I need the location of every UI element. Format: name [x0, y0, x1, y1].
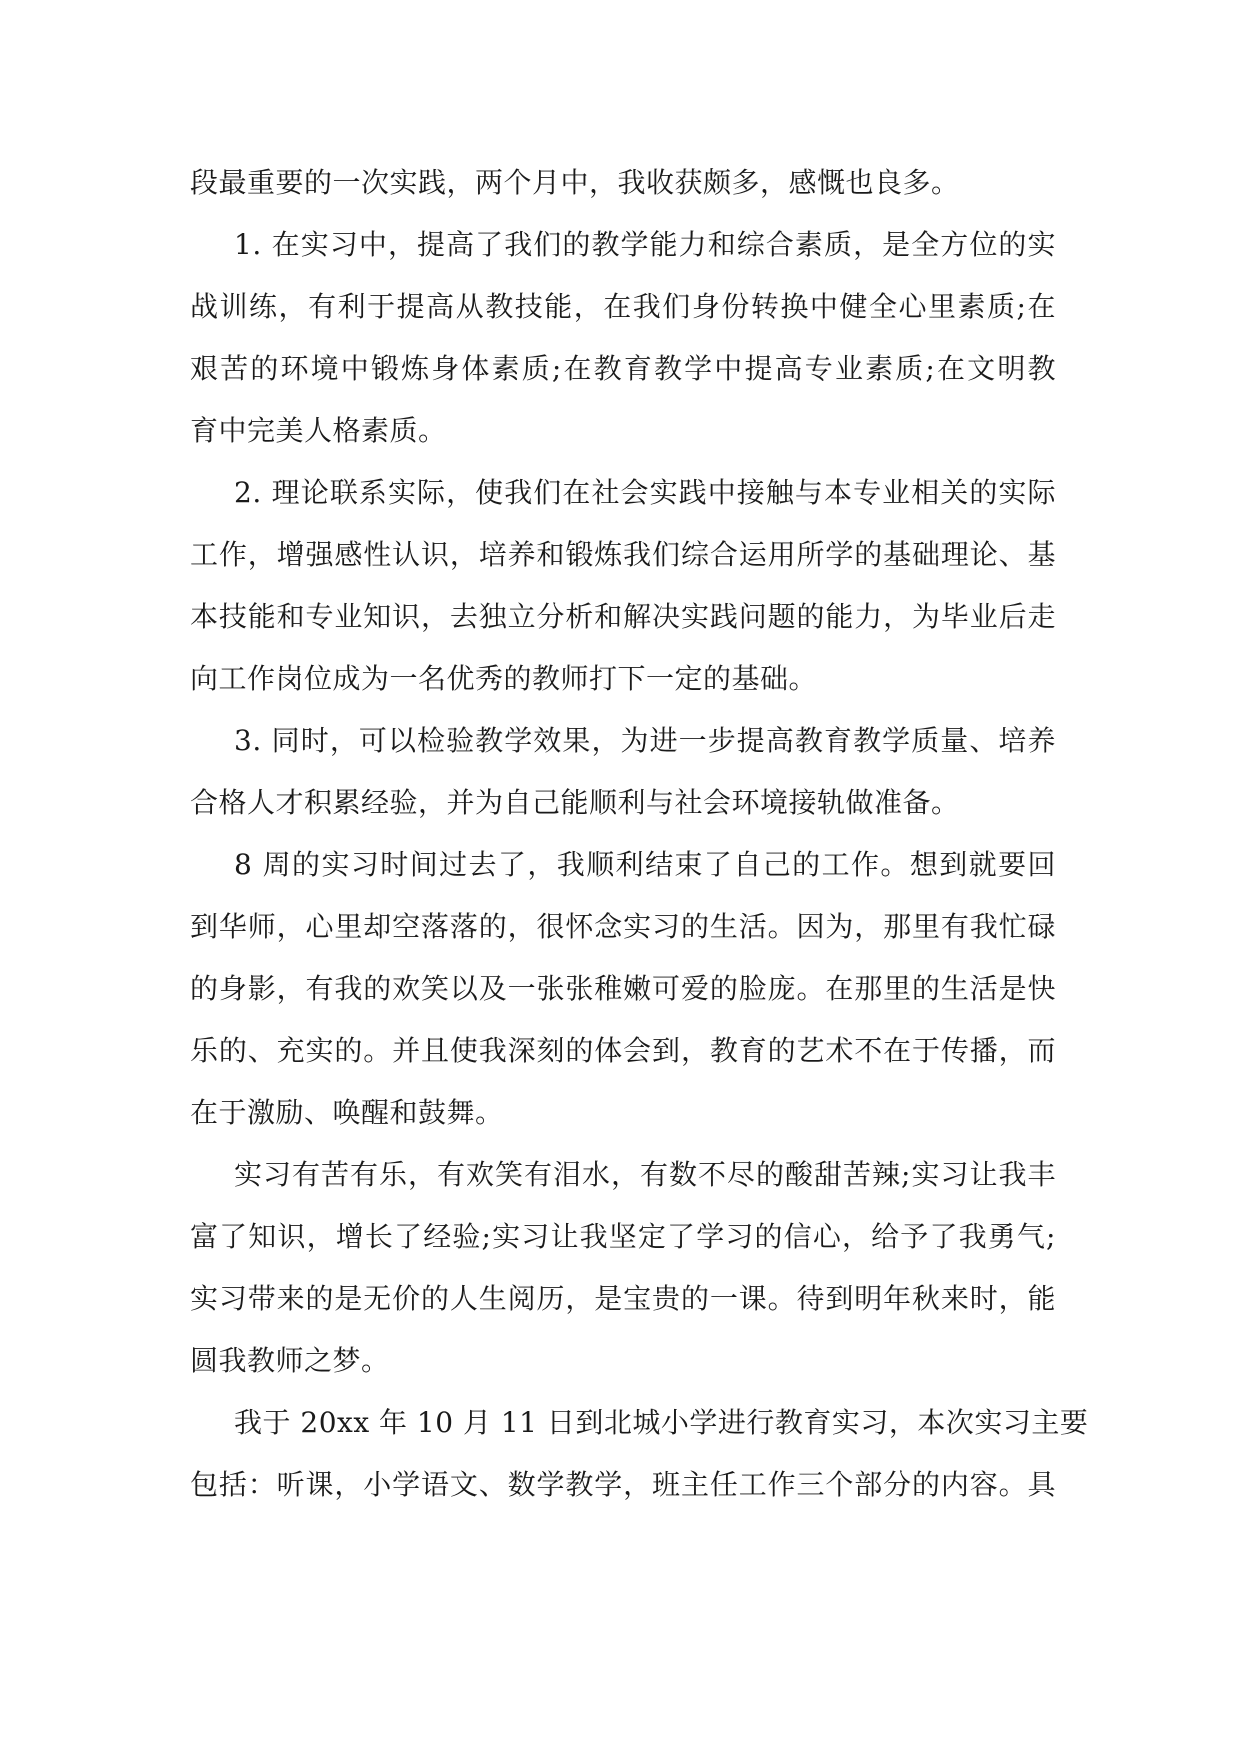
text-line: 实习有苦有乐，有欢笑有泪水，有数不尽的酸甜苦辣;实习让我丰: [234, 1158, 1056, 1191]
text-line: 1. 在实习中，提高了我们的教学能力和综合素质，是全方位的实: [234, 228, 1056, 261]
paragraph: [190, 152, 1056, 214]
text-line: 向工作岗位成为一名优秀的教师打下一定的基础。: [190, 662, 818, 695]
text-line: 育中完美人格素质。: [190, 414, 447, 447]
text-line: 3. 同时，可以检验教学效果，为进一步提高教育教学质量、培养: [234, 724, 1056, 757]
text-line: 到华师，心里却空落落的，很怀念实习的生活。因为，那里有我忙碌: [190, 910, 1056, 943]
paragraph: [190, 214, 1056, 462]
text-line: 段最重要的一次实践，两个月中，我收获颇多，感慨也良多。: [190, 166, 960, 199]
text-line: 包括：听课，小学语文、数学教学，班主任工作三个部分的内容。具: [190, 1468, 1056, 1501]
paragraph: [190, 1144, 1056, 1392]
text-line: 合格人才积累经验，并为自己能顺利与社会环境接轨做准备。: [190, 786, 960, 819]
text-line: 艰苦的环境中锻炼身体素质;在教育教学中提高专业素质;在文明教: [190, 352, 1056, 385]
text-line: 的身影，有我的欢笑以及一张张稚嫩可爱的脸庞。在那里的生活是快: [190, 972, 1056, 1005]
text-line: 乐的、充实的。并且使我深刻的体会到，教育的艺术不在于传播，而: [190, 1034, 1056, 1067]
text-line: 富了知识，增长了经验;实习让我坚定了学习的信心，给予了我勇气;: [190, 1220, 1056, 1253]
text-line: 本技能和专业知识，去独立分析和解决实践问题的能力，为毕业后走: [190, 600, 1056, 633]
text-line: 8 周的实习时间过去了，我顺利结束了自己的工作。想到就要回: [234, 848, 1056, 881]
text-line: 我于 20xx 年 10 月 11 日到北城小学进行教育实习，本次实习主要: [234, 1406, 1089, 1439]
document-body: [190, 152, 1089, 1516]
text-line: 在于激励、唤醒和鼓舞。: [190, 1096, 504, 1129]
paragraph: [190, 1392, 1089, 1516]
paragraph: [190, 462, 1056, 710]
paragraph: [190, 834, 1056, 1144]
text-line: 圆我教师之梦。: [190, 1344, 390, 1377]
text-line: 2. 理论联系实际，使我们在社会实践中接触与本专业相关的实际: [234, 476, 1056, 509]
text-line: 战训练，有利于提高从教技能，在我们身份转换中健全心里素质;在: [190, 290, 1056, 323]
paragraph: [190, 710, 1056, 834]
text-line: 工作，增强感性认识，培养和锻炼我们综合运用所学的基础理论、基: [190, 538, 1056, 571]
text-line: 实习带来的是无价的人生阅历，是宝贵的一课。待到明年秋来时，能: [190, 1282, 1056, 1315]
